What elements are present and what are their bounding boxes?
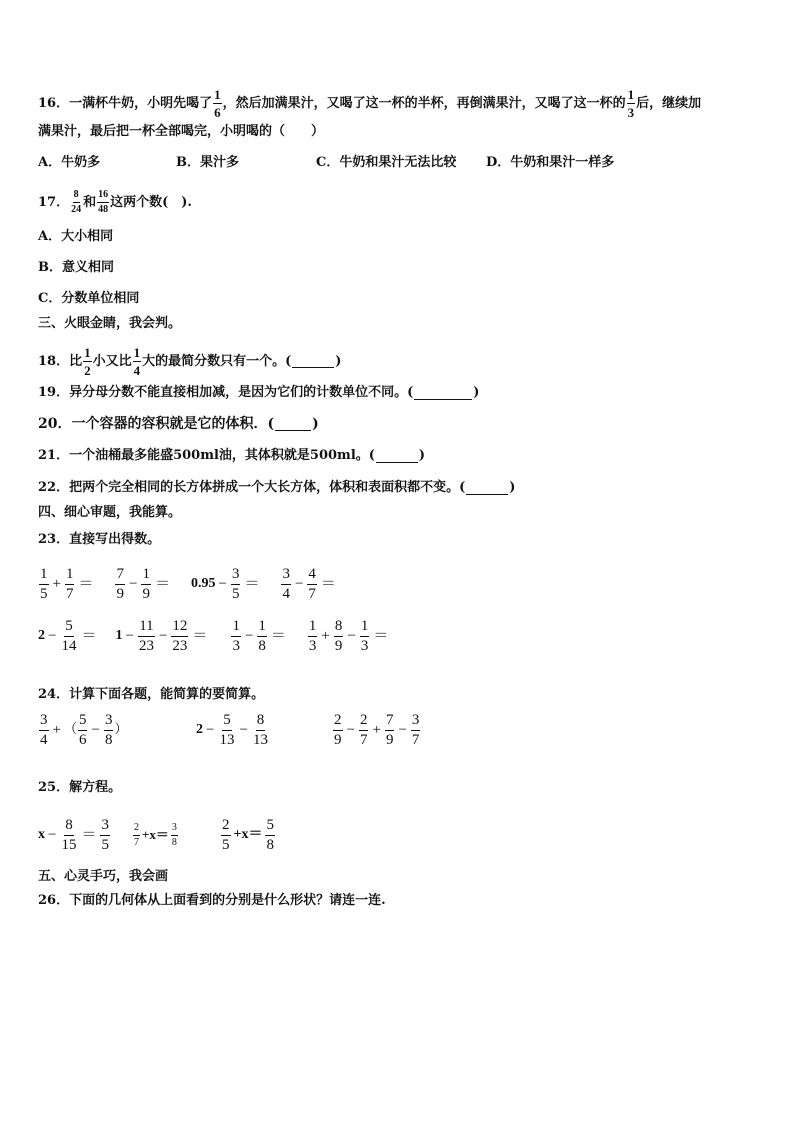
- question-text: ): [418, 448, 426, 463]
- question-text: 小又比: [92, 353, 132, 369]
- question-23-title: 23．直接写出得数。: [38, 532, 161, 547]
- fraction: $\frac{8}{15}$: [61, 816, 77, 853]
- fraction: $\frac{1}{3}$: [360, 617, 369, 654]
- q23-row-1: [38, 566, 339, 602]
- option-d: D．牛奶和果汁一样多: [486, 155, 615, 170]
- question-17-option-a: A．大小相同: [38, 229, 114, 244]
- section-3-heading: 三、火眼金睛，我会判。: [38, 316, 182, 331]
- answer-blank[interactable]: [466, 482, 508, 495]
- question-text: ): [473, 385, 480, 400]
- q24-row: [38, 712, 421, 748]
- answer-blank[interactable]: [275, 418, 311, 431]
- question-text: 22．把两个完全相同的长方体拼成一个大长方体，体积和表面积都不变。(: [38, 480, 466, 495]
- expression-d: $\frac{1}{3}$ + $\frac{8}{9}$ − $\frac{1}{3}$ ＝: [308, 617, 389, 654]
- question-16-line-1: [38, 88, 701, 119]
- fraction: $\frac{12}{23}$: [172, 617, 188, 654]
- question-text: 这两个数( ).: [110, 194, 192, 210]
- question-20: [38, 414, 319, 434]
- question-17-option-b: B．意义相同: [38, 260, 114, 275]
- fraction: $\frac{3}{7}$: [411, 711, 420, 748]
- fraction: $\frac{1}{6}$: [214, 87, 221, 120]
- fraction: $\frac{3}{8}$: [171, 821, 177, 848]
- question-24-title: 24．计算下面各题，能简算的要简算。: [38, 687, 265, 702]
- expression-d: $\frac{3}{4}$ − $\frac{4}{7}$ ＝: [282, 565, 336, 602]
- fraction: $\frac{1}{3}$: [308, 617, 317, 654]
- fraction: $\frac{3}{4}$: [40, 711, 48, 748]
- fraction: $\frac{8}{13}$: [252, 711, 268, 748]
- question-19: [38, 383, 479, 403]
- question-16-options: [38, 153, 614, 173]
- fraction: $\frac{3}{4}$: [282, 565, 290, 602]
- fraction: $\frac{5}{14}$: [61, 617, 77, 654]
- question-21: [38, 446, 425, 466]
- question-text: 20．一个容器的容积就是它的体积．(: [38, 416, 275, 432]
- fraction: $\frac{1}{5}$: [40, 565, 48, 602]
- question-number: 16．: [38, 95, 70, 111]
- question-text: 一满杯牛奶，小明先喝了: [69, 95, 213, 111]
- fraction: $\frac{2}{7}$: [134, 821, 139, 848]
- section-5-heading: 五、心灵手巧，我会画: [38, 869, 169, 884]
- fraction: $\frac{8}{24}$: [71, 189, 82, 215]
- question-text: ): [312, 416, 319, 432]
- fraction: $\frac{3}{5}$: [101, 816, 109, 853]
- question-26: 26．下面的几何体从上面看到的分别是什么形状？请连一连.: [38, 893, 386, 908]
- expression-b: 2 − $\frac{5}{13}$ − $\frac{8}{13}$: [196, 711, 268, 748]
- question-18: [38, 346, 341, 377]
- q23-row-2: [38, 618, 391, 654]
- question-22: [38, 478, 515, 498]
- fraction: $\frac{5}{13}$: [219, 711, 235, 748]
- fraction: $\frac{8}{9}$: [334, 617, 343, 654]
- question-17-option-c: C．分数单位相同: [38, 291, 140, 306]
- fraction: $\frac{5}{6}$: [78, 711, 87, 748]
- fraction: $\frac{1}{7}$: [65, 565, 74, 602]
- equation-c: $\frac{2}{5}$ +x＝ $\frac{5}{8}$: [222, 816, 274, 853]
- answer-blank[interactable]: [376, 450, 418, 463]
- expression-a: $\frac{1}{5}$ + $\frac{1}{7}$ ＝: [40, 565, 94, 602]
- fraction: $\frac{2}{5}$: [222, 816, 230, 853]
- expression-b: 1 − $\frac{11}{23}$ − $\frac{12}{23}$ ＝: [115, 617, 208, 654]
- question-text: 后，继续加: [636, 95, 702, 111]
- fraction: $\frac{3}{8}$: [104, 711, 113, 748]
- equation-a: x − $\frac{8}{15}$ ＝ $\frac{3}{5}$: [38, 816, 109, 853]
- question-text: 大的最简分数只有一个。(: [142, 353, 292, 369]
- question-text: 比: [69, 353, 83, 369]
- fraction: $\frac{1}{8}$: [258, 617, 266, 654]
- option-a: A．牛奶多: [38, 155, 101, 170]
- expression-c: 0.95 − $\frac{3}{5}$ ＝: [190, 565, 260, 602]
- expression-c: $\frac{2}{9}$ − $\frac{2}{7}$ + $\frac{7}{9}$ − $\frac{3}{7}$: [334, 711, 420, 748]
- question-17: [38, 190, 192, 215]
- fraction: $\frac{2}{9}$: [334, 711, 342, 748]
- fraction: $\frac{1}{2}$: [84, 345, 91, 378]
- answer-blank[interactable]: [292, 355, 334, 368]
- question-text: 19．异分母分数不能直接相加减，是因为它们的计数单位不同。(: [38, 385, 414, 400]
- question-text: ): [335, 353, 342, 369]
- question-text: 和: [83, 194, 97, 210]
- question-text: 21．一个油桶最多能盛500ml油，其体积就是500ml。(: [38, 448, 375, 463]
- section-4-heading: 四、细心审题，我能算。: [38, 505, 182, 520]
- fraction: $\frac{16}{48}$: [98, 189, 109, 215]
- fraction: $\frac{2}{7}$: [359, 711, 368, 748]
- question-16-line-2: 满果汁，最后把一杯全部喝完，小明喝的（ ）: [38, 124, 325, 139]
- fraction: $\frac{1}{4}$: [133, 345, 141, 378]
- fraction: $\frac{1}{3}$: [232, 617, 240, 654]
- option-c: C．牛奶和果汁无法比较: [316, 155, 457, 170]
- expression-c: $\frac{1}{3}$ − $\frac{1}{8}$ ＝: [232, 617, 286, 654]
- option-b: B．果汁多: [176, 155, 239, 170]
- equation-b: $\frac{2}{7}$ +x＝ $\frac{3}{8}$: [134, 821, 177, 848]
- fraction: $\frac{3}{5}$: [231, 565, 240, 602]
- fraction: $\frac{7}{9}$: [116, 565, 124, 602]
- question-text: ，然后加满果汁，又喝了这一杯的半杯，再倒满果汁，又喝了这一杯的: [222, 95, 626, 111]
- answer-blank[interactable]: [414, 387, 472, 400]
- expression-a: $\frac{3}{4}$ + （ $\frac{5}{6}$ − $\frac{3}{8}$ ）: [40, 711, 128, 748]
- fraction: $\frac{11}{23}$: [138, 617, 154, 654]
- question-number: 18．: [38, 353, 70, 369]
- question-number: 17．: [38, 194, 70, 210]
- fraction: $\frac{1}{9}$: [142, 565, 150, 602]
- expression-a: 2 − $\frac{5}{14}$ ＝: [38, 617, 97, 654]
- question-25-title: 25．解方程。: [38, 780, 122, 795]
- fraction: $\frac{1}{3}$: [627, 87, 635, 120]
- expression-b: $\frac{7}{9}$ − $\frac{1}{9}$ ＝: [116, 565, 170, 602]
- question-text: ): [509, 480, 516, 495]
- fraction: $\frac{7}{9}$: [385, 711, 394, 748]
- fraction: $\frac{4}{7}$: [308, 565, 316, 602]
- fraction: $\frac{5}{8}$: [266, 816, 274, 853]
- q25-row: [38, 815, 276, 855]
